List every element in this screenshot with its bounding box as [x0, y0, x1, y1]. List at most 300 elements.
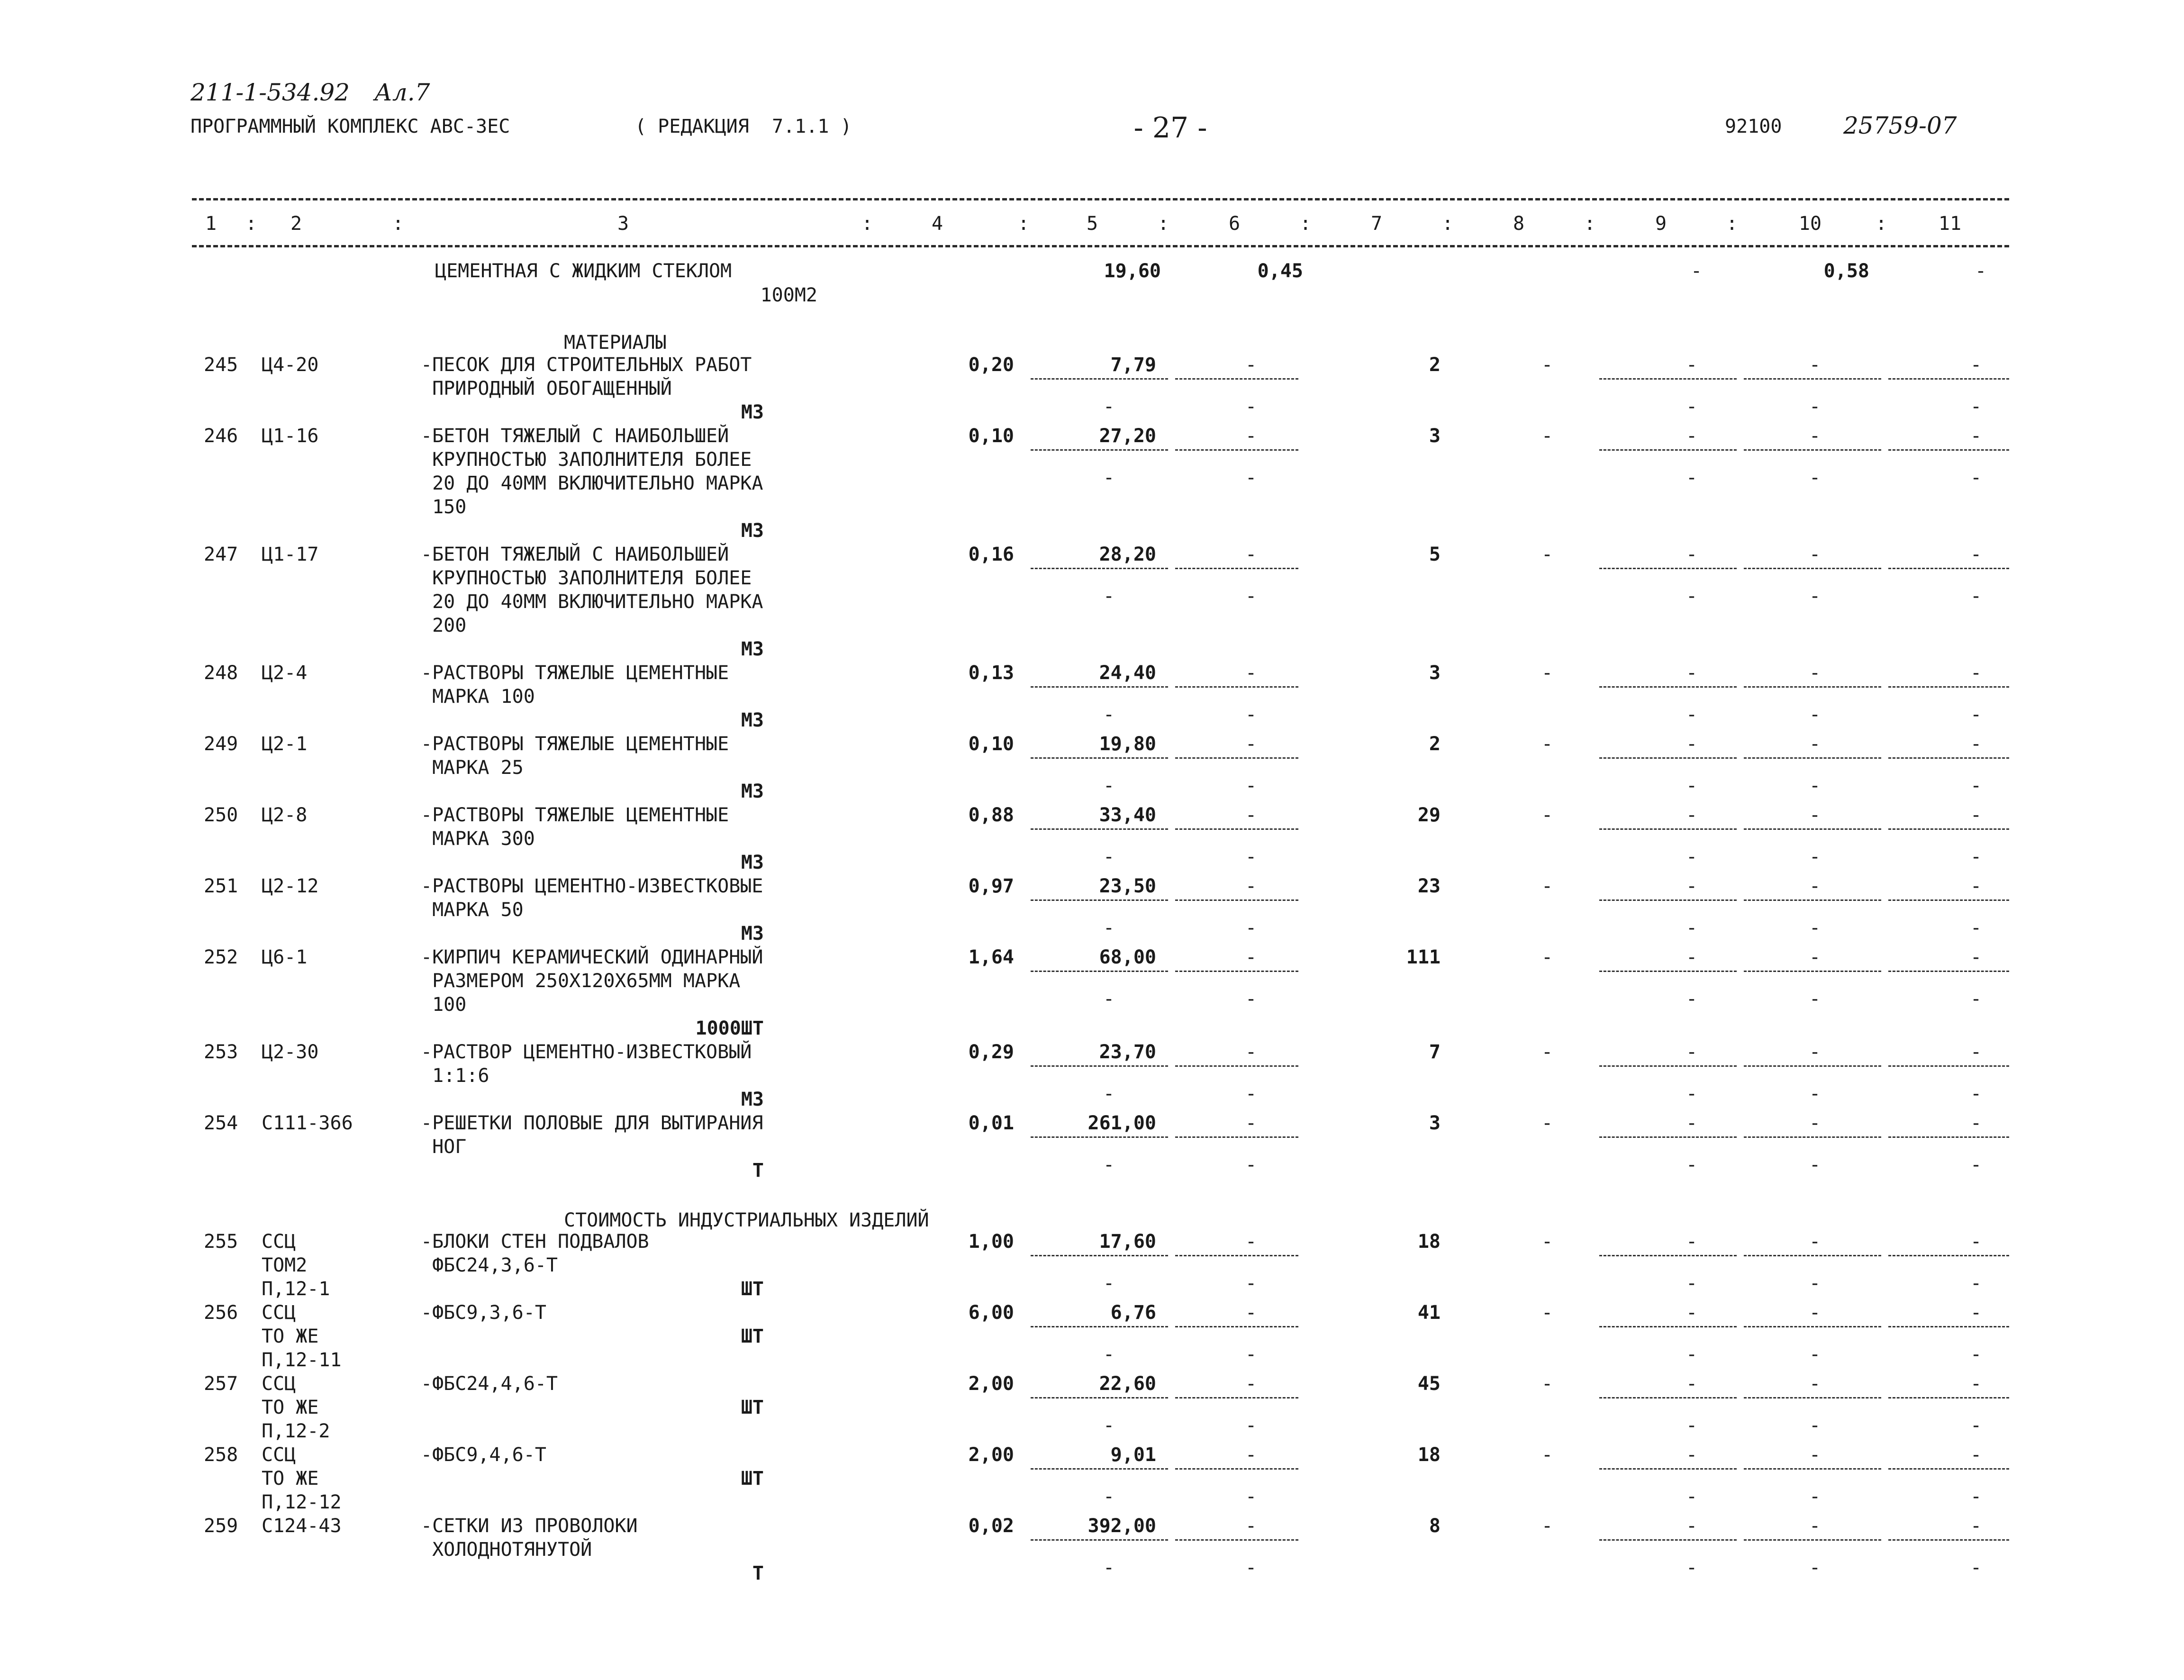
row-sub-col5: - — [1103, 846, 1115, 868]
row-col10: - — [1809, 1231, 1821, 1253]
row-col6: - — [1245, 804, 1257, 826]
row-sub-col5: - — [1103, 1557, 1115, 1579]
row-col5: 261,00 — [1087, 1112, 1156, 1134]
row-col5: 24,40 — [1099, 662, 1156, 684]
row-sub-col10: - — [1809, 1154, 1821, 1176]
row-col6: - — [1245, 1041, 1257, 1063]
row-number: 254 — [204, 1112, 238, 1134]
row-col6: - — [1245, 1444, 1257, 1466]
col-2: 2 — [290, 213, 302, 235]
row-description: -СЕТКИ ИЗ ПРОВОЛОКИ — [421, 1515, 638, 1537]
row-number: 253 — [204, 1041, 238, 1063]
cell-rule — [1175, 1326, 1298, 1327]
row-col11: - — [1970, 1373, 1982, 1395]
row-col7: 23 — [1417, 875, 1441, 897]
row-col11: - — [1970, 946, 1982, 968]
row-code: Ц2-4 — [262, 662, 308, 684]
row-sub-col10: - — [1809, 846, 1821, 868]
row-description: 200 — [421, 615, 467, 636]
row-sub-col11: - — [1970, 396, 1982, 418]
cell-rule — [1599, 828, 1737, 830]
row-sub-col6: - — [1245, 988, 1257, 1010]
row-col10: - — [1809, 733, 1821, 755]
row-sub-col5: - — [1103, 396, 1115, 418]
album-number: Ал.7 — [374, 79, 430, 106]
cell-rule — [1031, 971, 1168, 972]
cell-rule — [1888, 686, 2009, 688]
row-col8: - — [1541, 1302, 1553, 1324]
header-code-2: 25759-07 — [1843, 112, 1957, 139]
cell-rule — [1888, 378, 2009, 380]
entry-col5: 19,60 — [1104, 260, 1161, 282]
cell-rule — [1175, 686, 1298, 688]
row-code: П,12-2 — [262, 1420, 330, 1442]
col-sep: : — [1584, 213, 1596, 235]
row-unit: ШТ — [741, 1397, 764, 1418]
row-sub-col11: - — [1970, 1486, 1982, 1507]
cell-rule — [1175, 378, 1298, 380]
row-code: С124-43 — [262, 1515, 342, 1537]
row-description: 20 ДО 40ММ ВКЛЮЧИТЕЛЬНО МАРКА — [421, 591, 763, 613]
cell-rule — [1175, 1255, 1298, 1256]
row-number: 252 — [204, 946, 238, 968]
col-1: 1 — [205, 213, 217, 235]
row-sub-col6: - — [1245, 1083, 1257, 1105]
cell-rule — [1888, 971, 2009, 972]
row-col4: 0,10 — [968, 425, 1014, 447]
row-col4: 0,02 — [968, 1515, 1014, 1537]
row-description: 1:1:6 — [421, 1065, 489, 1087]
col-3: 3 — [617, 213, 629, 235]
cell-rule — [1175, 1397, 1298, 1398]
row-col5: 23,70 — [1099, 1041, 1156, 1063]
table-header-rule — [192, 245, 2009, 247]
row-col7: 8 — [1429, 1515, 1441, 1537]
row-col10: - — [1809, 662, 1821, 684]
row-col7: 45 — [1417, 1373, 1441, 1395]
row-code: ТО ЖЕ — [262, 1468, 319, 1489]
row-col10: - — [1809, 1444, 1821, 1466]
row-sub-col10: - — [1809, 1486, 1821, 1507]
row-sub-col9: - — [1686, 1415, 1698, 1436]
cell-rule — [1744, 1136, 1881, 1138]
row-col11: - — [1970, 354, 1982, 376]
program-title: ПРОГРАММНЫЙ КОМПЛЕКС АВС-3ЕС — [190, 116, 510, 137]
row-sub-col10: - — [1809, 1344, 1821, 1365]
row-col9: - — [1686, 1041, 1698, 1063]
cell-rule — [1175, 568, 1298, 569]
col-sep: : — [1441, 213, 1454, 235]
row-sub-col10: - — [1809, 1557, 1821, 1579]
edition-label: ( РЕДАКЦИЯ 7.1.1 ) — [635, 116, 852, 137]
row-col4: 0,16 — [968, 544, 1014, 565]
row-code: Ц6-1 — [262, 946, 308, 968]
col-10: 10 — [1798, 213, 1822, 235]
row-col11: - — [1970, 1112, 1982, 1134]
entry-col6: 0,45 — [1257, 260, 1303, 282]
row-sub-col5: - — [1103, 1415, 1115, 1436]
row-sub-col9: - — [1686, 1154, 1698, 1176]
row-sub-col11: - — [1970, 1083, 1982, 1105]
row-number: 248 — [204, 662, 238, 684]
cell-rule — [1888, 449, 2009, 451]
row-sub-col9: - — [1686, 1486, 1698, 1507]
row-col10: - — [1809, 804, 1821, 826]
cell-rule — [1031, 899, 1168, 901]
row-col8: - — [1541, 1041, 1553, 1063]
cell-rule — [1031, 378, 1168, 380]
row-col6: - — [1245, 544, 1257, 565]
cell-rule — [1744, 828, 1881, 830]
cell-rule — [1599, 1539, 1737, 1541]
row-number: 258 — [204, 1444, 238, 1466]
row-sub-col11: - — [1970, 1344, 1982, 1365]
row-code: Ц2-30 — [262, 1041, 319, 1063]
cell-rule — [1175, 1065, 1298, 1067]
row-description: -РЕШЕТКИ ПОЛОВЫЕ ДЛЯ ВЫТИРАНИЯ — [421, 1112, 763, 1134]
entry-col10: 0,58 — [1823, 260, 1869, 282]
cell-rule — [1744, 1468, 1881, 1470]
cell-rule — [1888, 568, 2009, 569]
row-col8: - — [1541, 875, 1553, 897]
row-col8: - — [1541, 1112, 1553, 1134]
cell-rule — [1888, 1136, 2009, 1138]
row-sub-col10: - — [1809, 1415, 1821, 1436]
row-col11: - — [1970, 1515, 1982, 1537]
cell-rule — [1599, 449, 1737, 451]
row-col8: - — [1541, 1515, 1553, 1537]
row-code: П,12-1 — [262, 1278, 330, 1300]
row-number: 255 — [204, 1231, 238, 1253]
row-col4: 0,29 — [968, 1041, 1014, 1063]
row-col8: - — [1541, 1231, 1553, 1253]
row-col5: 68,00 — [1099, 946, 1156, 968]
row-unit: Т — [752, 1562, 764, 1584]
header-code-1: 92100 — [1725, 116, 1782, 137]
row-description: -ФБС9,4,6-Т — [421, 1444, 546, 1466]
cell-rule — [1744, 1539, 1881, 1541]
row-col6: - — [1245, 1231, 1257, 1253]
row-sub-col5: - — [1103, 467, 1115, 489]
row-col5: 7,79 — [1110, 354, 1156, 376]
row-code: Ц2-12 — [262, 875, 319, 897]
row-unit: М3 — [741, 520, 764, 542]
row-description: МАРКА 25 — [421, 757, 524, 779]
row-col9: - — [1686, 946, 1698, 968]
row-col7: 41 — [1417, 1302, 1441, 1324]
cell-rule — [1031, 1255, 1168, 1256]
row-description: КРУПНОСТЬЮ ЗАПОЛНИТЕЛЯ БОЛЕЕ — [421, 567, 752, 589]
row-sub-col10: - — [1809, 1083, 1821, 1105]
row-sub-col9: - — [1686, 585, 1698, 607]
row-sub-col9: - — [1686, 775, 1698, 797]
cell-rule — [1888, 1065, 2009, 1067]
row-col8: - — [1541, 946, 1553, 968]
cell-rule — [1744, 449, 1881, 451]
row-col11: - — [1970, 662, 1982, 684]
row-col8: - — [1541, 804, 1553, 826]
row-code: ТО ЖЕ — [262, 1326, 319, 1347]
row-description: 150 — [421, 496, 467, 518]
row-col5: 28,20 — [1099, 544, 1156, 565]
row-sub-col11: - — [1970, 775, 1982, 797]
row-col7: 7 — [1429, 1041, 1441, 1063]
row-description: -РАСТВОРЫ ЦЕМЕНТНО-ИЗВЕСТКОВЫЕ — [421, 875, 763, 897]
row-col9: - — [1686, 1515, 1698, 1537]
page-number: - 27 - — [1133, 111, 1207, 145]
row-unit: Т — [752, 1160, 764, 1181]
row-col8: - — [1541, 354, 1553, 376]
row-number: 256 — [204, 1302, 238, 1324]
cell-rule — [1744, 1397, 1881, 1398]
row-sub-col5: - — [1103, 585, 1115, 607]
row-sub-col6: - — [1245, 1272, 1257, 1294]
row-description: 100 — [421, 994, 467, 1016]
row-col10: - — [1809, 1302, 1821, 1324]
row-sub-col9: - — [1686, 1344, 1698, 1365]
row-sub-col10: - — [1809, 917, 1821, 939]
row-description: РАЗМЕРОМ 250Х120Х65ММ МАРКА — [421, 970, 741, 992]
row-col5: 392,00 — [1087, 1515, 1156, 1537]
row-sub-col6: - — [1245, 1154, 1257, 1176]
row-col11: - — [1970, 425, 1982, 447]
cell-rule — [1175, 1136, 1298, 1138]
row-sub-col5: - — [1103, 704, 1115, 726]
cell-rule — [1031, 686, 1168, 688]
row-sub-col5: - — [1103, 988, 1115, 1010]
row-description: -БЛОКИ СТЕН ПОДВАЛОВ — [421, 1231, 649, 1253]
row-col4: 2,00 — [968, 1373, 1014, 1395]
row-col4: 0,01 — [968, 1112, 1014, 1134]
row-number: 247 — [204, 544, 238, 565]
row-description: -РАСТВОРЫ ТЯЖЕЛЫЕ ЦЕМЕНТНЫЕ — [421, 733, 729, 755]
cell-rule — [1744, 1255, 1881, 1256]
row-col10: - — [1809, 1373, 1821, 1395]
row-description: ХОЛОДНОТЯНУТОЙ — [421, 1539, 592, 1561]
row-sub-col5: - — [1103, 775, 1115, 797]
entry-unit: 100М2 — [760, 284, 817, 306]
cell-rule — [1888, 1397, 2009, 1398]
cell-rule — [1888, 757, 2009, 759]
row-col11: - — [1970, 875, 1982, 897]
cell-rule — [1888, 1468, 2009, 1470]
row-sub-col10: - — [1809, 988, 1821, 1010]
col-5: 5 — [1086, 213, 1098, 235]
row-col6: - — [1245, 425, 1257, 447]
row-col9: - — [1686, 804, 1698, 826]
cell-rule — [1888, 899, 2009, 901]
row-col9: - — [1686, 1373, 1698, 1395]
col-sep: : — [1017, 213, 1030, 235]
row-col7: 2 — [1429, 733, 1441, 755]
row-col10: - — [1809, 354, 1821, 376]
row-unit: М3 — [741, 709, 764, 731]
cell-rule — [1599, 899, 1737, 901]
row-col10: - — [1809, 544, 1821, 565]
row-sub-col6: - — [1245, 467, 1257, 489]
row-col6: - — [1245, 1302, 1257, 1324]
row-description: МАРКА 100 — [421, 686, 535, 708]
cell-rule — [1888, 828, 2009, 830]
row-description: -ФБС24,4,6-Т — [421, 1373, 558, 1395]
row-col9: - — [1686, 1302, 1698, 1324]
row-sub-col11: - — [1970, 1154, 1982, 1176]
cell-rule — [1175, 828, 1298, 830]
col-sep: : — [1726, 213, 1738, 235]
row-sub-col6: - — [1245, 917, 1257, 939]
row-number: 249 — [204, 733, 238, 755]
cell-rule — [1175, 899, 1298, 901]
row-sub-col6: - — [1245, 585, 1257, 607]
row-number: 246 — [204, 425, 238, 447]
row-col6: - — [1245, 946, 1257, 968]
cell-rule — [1599, 686, 1737, 688]
row-col10: - — [1809, 946, 1821, 968]
row-sub-col6: - — [1245, 846, 1257, 868]
row-col11: - — [1970, 804, 1982, 826]
row-col11: - — [1970, 1231, 1982, 1253]
row-col9: - — [1686, 354, 1698, 376]
row-sub-col5: - — [1103, 917, 1115, 939]
row-sub-col6: - — [1245, 1415, 1257, 1436]
row-code: ССЦ — [262, 1373, 296, 1395]
cell-rule — [1744, 971, 1881, 972]
row-col5: 9,01 — [1110, 1444, 1156, 1466]
cell-rule — [1031, 1326, 1168, 1327]
row-description: -ФБС9,3,6-Т — [421, 1302, 546, 1324]
cell-rule — [1599, 757, 1737, 759]
cell-rule — [1744, 899, 1881, 901]
row-col4: 0,13 — [968, 662, 1014, 684]
row-col11: - — [1970, 544, 1982, 565]
row-description: МАРКА 300 — [421, 828, 535, 850]
section-industrial: СТОИМОСТЬ ИНДУСТРИАЛЬНЫХ ИЗДЕЛИЙ — [564, 1209, 929, 1231]
row-col4: 1,64 — [968, 946, 1014, 968]
row-col9: - — [1686, 875, 1698, 897]
col-11: 11 — [1938, 213, 1962, 235]
row-col6: - — [1245, 875, 1257, 897]
cell-rule — [1175, 449, 1298, 451]
row-code: ССЦ — [262, 1444, 296, 1466]
row-col10: - — [1809, 1112, 1821, 1134]
row-col7: 18 — [1417, 1231, 1441, 1253]
cell-rule — [1888, 1326, 2009, 1327]
row-col8: - — [1541, 544, 1553, 565]
row-unit: М3 — [741, 1089, 764, 1110]
row-col5: 33,40 — [1099, 804, 1156, 826]
entry-col9: - — [1690, 260, 1703, 282]
row-code: Ц1-17 — [262, 544, 319, 565]
row-description: ФБС24,3,6-Т — [421, 1254, 558, 1276]
cell-rule — [1599, 1326, 1737, 1327]
cell-rule — [1744, 568, 1881, 569]
col-sep: : — [245, 213, 257, 235]
row-description: КРУПНОСТЬЮ ЗАПОЛНИТЕЛЯ БОЛЕЕ — [421, 449, 752, 471]
row-code: ССЦ — [262, 1302, 296, 1324]
row-col11: - — [1970, 1041, 1982, 1063]
row-col10: - — [1809, 1515, 1821, 1537]
row-code: С111-366 — [262, 1112, 353, 1134]
cell-rule — [1599, 378, 1737, 380]
row-unit: ШТ — [741, 1326, 764, 1347]
cell-rule — [1599, 1136, 1737, 1138]
cell-rule — [1744, 757, 1881, 759]
row-col5: 19,80 — [1099, 733, 1156, 755]
row-col7: 111 — [1406, 946, 1441, 968]
col-7: 7 — [1370, 213, 1383, 235]
col-sep: : — [392, 213, 404, 235]
row-sub-col9: - — [1686, 988, 1698, 1010]
cell-rule — [1599, 568, 1737, 569]
cell-rule — [1599, 1255, 1737, 1256]
row-col9: - — [1686, 1112, 1698, 1134]
col-4: 4 — [931, 213, 943, 235]
row-sub-col11: - — [1970, 585, 1982, 607]
cell-rule — [1175, 971, 1298, 972]
row-description: -РАСТВОРЫ ТЯЖЕЛЫЕ ЦЕМЕНТНЫЕ — [421, 662, 729, 684]
row-col4: 1,00 — [968, 1231, 1014, 1253]
row-col5: 27,20 — [1099, 425, 1156, 447]
row-col10: - — [1809, 1041, 1821, 1063]
table-top-rule — [192, 198, 2009, 200]
row-number: 250 — [204, 804, 238, 826]
row-unit: М3 — [741, 781, 764, 802]
row-sub-col10: - — [1809, 1272, 1821, 1294]
row-sub-col11: - — [1970, 467, 1982, 489]
row-code: ССЦ — [262, 1231, 296, 1253]
row-sub-col11: - — [1970, 917, 1982, 939]
cell-rule — [1744, 1326, 1881, 1327]
row-unit: ШТ — [741, 1278, 764, 1300]
entry-col11: - — [1975, 260, 1987, 282]
row-sub-col11: - — [1970, 1272, 1982, 1294]
row-sub-col6: - — [1245, 775, 1257, 797]
row-code: Ц2-1 — [262, 733, 308, 755]
row-sub-col9: - — [1686, 917, 1698, 939]
cell-rule — [1888, 1539, 2009, 1541]
col-sep: : — [861, 213, 873, 235]
row-sub-col6: - — [1245, 396, 1257, 418]
row-sub-col5: - — [1103, 1272, 1115, 1294]
row-col9: - — [1686, 1231, 1698, 1253]
row-code: Ц1-16 — [262, 425, 319, 447]
row-description: -РАСТВОРЫ ТЯЖЕЛЫЕ ЦЕМЕНТНЫЕ — [421, 804, 729, 826]
row-col9: - — [1686, 1444, 1698, 1466]
cell-rule — [1599, 1397, 1737, 1398]
row-col7: 5 — [1429, 544, 1441, 565]
row-col7: 2 — [1429, 354, 1441, 376]
row-col8: - — [1541, 425, 1553, 447]
col-sep: : — [1875, 213, 1887, 235]
row-number: 245 — [204, 354, 238, 376]
row-col11: - — [1970, 733, 1982, 755]
cell-rule — [1599, 1468, 1737, 1470]
row-sub-col10: - — [1809, 704, 1821, 726]
row-unit: М3 — [741, 638, 764, 660]
entry-text: ЦЕМЕНТНАЯ С ЖИДКИМ СТЕКЛОМ — [435, 260, 732, 282]
row-sub-col5: - — [1103, 1083, 1115, 1105]
row-description: -ПЕСОК ДЛЯ СТРОИТЕЛЬНЫХ РАБОТ — [421, 354, 752, 376]
row-col6: - — [1245, 1112, 1257, 1134]
row-code: ТОМ2 — [262, 1254, 308, 1276]
cell-rule — [1744, 686, 1881, 688]
row-code: П,12-12 — [262, 1491, 342, 1513]
cell-rule — [1175, 1539, 1298, 1541]
cell-rule — [1888, 1255, 2009, 1256]
row-col9: - — [1686, 544, 1698, 565]
row-number: 251 — [204, 875, 238, 897]
row-sub-col5: - — [1103, 1154, 1115, 1176]
